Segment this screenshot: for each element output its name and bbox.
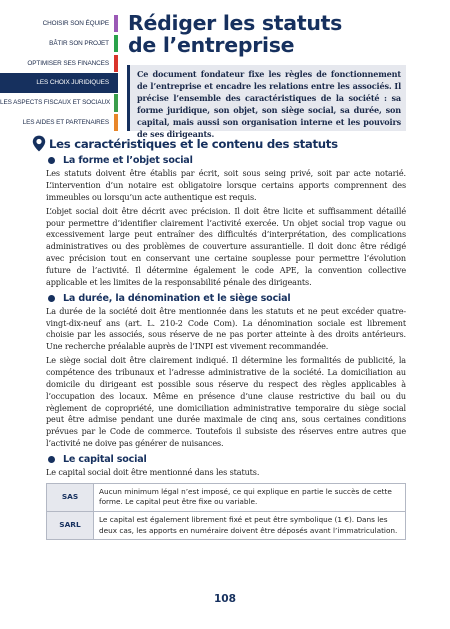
chapter-nav — [0, 14, 118, 133]
page-number: 108 — [213, 593, 237, 605]
subheading-text: La durée, la dénomination et le siège social — [63, 292, 291, 304]
paragraph: Les statuts doivent être établis par écrit, soit sous seing privé, soit par acte notarié. L’intervention d’un notaire est obligatoire lorsque certains apports comprennent des immeubles ou lorsqu’un acte authentique est requis. — [46, 168, 406, 202]
nav-color-tab — [114, 94, 118, 111]
table-row-label: SAS — [47, 483, 94, 511]
nav-item-label: BÂTIR SON PROJET — [49, 39, 109, 47]
nav-item-aides-partenaires[interactable] — [0, 113, 118, 132]
nav-item-label: OPTIMISER SES FINANCES — [27, 59, 109, 67]
nav-item-aspects-fiscaux[interactable] — [0, 93, 118, 112]
table-row — [47, 512, 406, 540]
intro-box: Ce document fondateur fixe les règles de fonctionnement de l’entreprise et encadre les relations entre les associés. Il précise l’ensemble des caractéristiques de la société : sa forme juridique, son objet, son siège social, sa durée, son capital, mais aussi son organisation interne et les pouvoirs de ses dirigeants. — [127, 65, 406, 131]
subheading-text: Le capital social — [63, 454, 147, 466]
bullet-dot — [48, 157, 55, 164]
nav-item-choisir-equipe[interactable] — [0, 14, 118, 33]
bullet-dot — [48, 295, 55, 302]
table-row-text: Aucun minimum légal n’est imposé, ce qui explique en partie le succès de cette forme. Le capital peut être fixe ou variable. — [94, 483, 406, 511]
nav-color-tab — [114, 15, 118, 32]
table-row-label: SARL — [47, 512, 94, 540]
map-pin-icon — [32, 135, 46, 152]
subheading-capital-social — [46, 452, 406, 467]
nav-color-tab — [114, 35, 118, 52]
table-row-text: Le capital est également librement fixé et peut être symbolique (1 €). Dans les deux cas, les apports en numéraire doivent être déposés avant l’immatriculation. — [94, 512, 406, 540]
nav-item-label: LES CHOIX JURIDIQUES — [36, 79, 109, 87]
capital-table — [46, 483, 406, 540]
page-title-line-2: de l’entreprise — [128, 33, 295, 57]
section-title: Les caractéristiques et le contenu des statuts — [49, 136, 338, 151]
nav-item-batir-projet[interactable] — [0, 34, 118, 53]
nav-item-label: CHOISIR SON ÉQUIPE — [42, 20, 109, 27]
subheading-duree-denomination — [46, 291, 406, 306]
subheading-forme-objet — [46, 153, 406, 168]
nav-item-choix-juridiques[interactable] — [0, 73, 118, 92]
nav-item-optimiser-finances[interactable] — [0, 54, 118, 73]
bullet-dot — [48, 456, 55, 463]
paragraph: Le capital social doit être mentionné dans les statuts. — [46, 467, 260, 478]
page-title-line-1: Rédiger les statuts — [128, 11, 343, 35]
page-title — [128, 12, 438, 56]
paragraph: La durée de la société doit être mentionnée dans les statuts et ne peut excéder quatre-vingt-dix-neuf ans (art. L. 210-2 Code Com). La dénomination sociale est librement choisie par les associés, sous réserve de ne pas porter atteinte à des droits antérieurs. Une recherche préalable auprès de l’INPI est vivement recommandée. — [46, 305, 406, 352]
nav-item-label: LES AIDES ET PARTENAIRES — [22, 118, 109, 126]
subheading-text: La forme et l’objet social — [63, 155, 193, 166]
table-row — [47, 483, 406, 511]
nav-color-tab — [114, 114, 118, 131]
section-header — [32, 135, 338, 152]
paragraph: L’objet social doit être décrit avec précision. Il doit être licite et suffisamment détaillé pour permettre d’identifier clairement l’activité exercée. Un objet social trop vague ou excessivement large peut entraîner des difficultés d’interprétation, des complications administratives ou des problèmes de couverture assurantielle. Il doit donc être rédigé avec précision tout en conservant une certaine souplesse pour permettre l’évolution future de l’activité. Il détermine également le code APE, la convention collective applicable et les limites de la responsabilité pénale des dirigeants. — [46, 205, 406, 287]
nav-item-label: LES ASPECTS FISCAUX ET SOCIAUX — [0, 99, 111, 107]
nav-color-tab — [114, 55, 118, 72]
main-content — [46, 152, 406, 540]
paragraph: Le siège social doit être clairement indiqué. Il détermine les formalités de publicité, la compétence des tribunaux et l’adresse administrative de la société. La domiciliation au domicile du dirigeant est possible sous réserve du respect des règles applicables à l’occupation des locaux. Même en présence d’une clause restrictive du bail ou du règlement de copropriété, une domiciliation administrative temporaire du siège social peut être admise pendant une durée maximale de cinq ans, sous certaines conditions prévues par le Code de commerce. Toutefois il subsiste des réserves entre autres que l’activité ne doive pas générer de nuisances. — [46, 355, 406, 448]
